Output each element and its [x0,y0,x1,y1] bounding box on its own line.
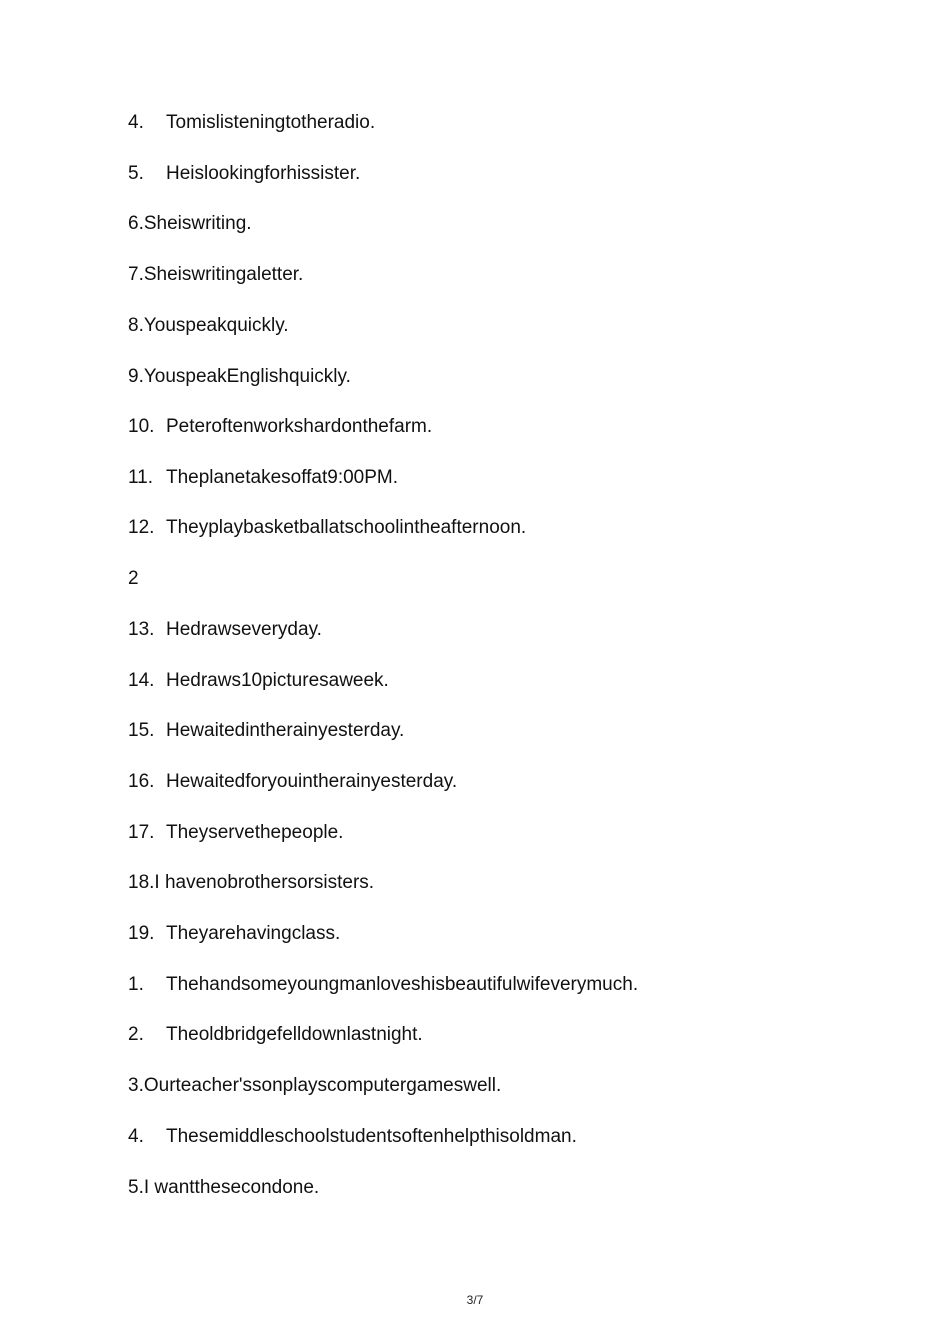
item-number: 18. [128,872,155,893]
item-text: Thesemiddleschoolstudentsoftenhelpthisoldman. [166,1126,577,1147]
item-number: 3. [128,1075,144,1096]
item-number: 6. [128,213,144,234]
item-number: 17. [128,822,155,843]
item-text: Theyplaybasketballatschoolintheafternoon. [166,517,527,538]
item-number: 14. [128,670,155,691]
list-item [128,821,343,845]
list-item [128,263,303,287]
item-text: Hedrawseveryday. [166,619,322,640]
list-item [128,618,322,642]
item-text: Theplanetakesoffat9:00PM. [166,467,399,488]
list-item [128,1023,423,1047]
item-number: 16. [128,771,155,792]
item-number: 4. [128,112,144,133]
list-item [128,162,360,186]
section-marker [128,567,139,591]
list-item [128,212,252,236]
item-number: 4. [128,1126,144,1147]
item-text: Ourteacher'ssonplayscomputergameswell. [143,1075,502,1096]
item-text: Theyservethepeople. [166,822,344,843]
item-text: Thehandsomeyoungmanloveshisbeautifulwifeverymuch. [166,974,639,995]
item-text: Hewaitedforyouintherainyesterday. [166,771,458,792]
item-text: Sheiswriting. [143,213,252,234]
item-text: 2 [128,568,139,589]
item-number: 5. [128,1177,144,1198]
list-item [128,415,432,439]
list-item [128,871,374,895]
list-item [128,516,526,540]
item-number: 11. [128,467,154,488]
list-item [128,669,389,693]
list-item [128,973,638,997]
item-number: 15. [128,720,155,741]
item-text: Tomislisteningtotheradio. [166,112,376,133]
item-number: 7. [128,264,144,285]
item-number: 19. [128,923,155,944]
item-number: 8. [128,315,144,336]
item-number: 1. [128,974,144,995]
item-number: 2. [128,1024,144,1045]
item-number: 5. [128,163,144,184]
item-text: YouspeakEnglishquickly. [143,366,351,387]
item-number: 13. [128,619,155,640]
item-text: Theoldbridgefelldownlastnight. [166,1024,423,1045]
item-number: 10. [128,416,155,437]
item-text: Hewaitedintherainyesterday. [166,720,405,741]
list-item [128,314,289,338]
item-text: Theyarehavingclass. [166,923,341,944]
item-number: 9. [128,366,144,387]
item-text: Hedraws10picturesaweek. [166,670,389,691]
page-number: 3/7 [466,1293,484,1307]
list-item [128,365,351,389]
list-item [128,922,340,946]
list-item [128,111,375,135]
item-text: I havenobrothersorsisters. [154,872,375,893]
list-item [128,466,398,490]
item-text: I wantthesecondone. [143,1177,320,1198]
item-text: Sheiswritingaletter. [143,264,304,285]
list-item [128,1074,501,1098]
list-item [128,1176,319,1200]
list-item [128,770,457,794]
list-item [128,1125,577,1149]
item-number: 12. [128,517,155,538]
item-text: Peteroftenworkshardonthefarm. [166,416,433,437]
item-text: Heislookingforhissister. [166,163,361,184]
list-item [128,719,404,743]
item-text: Youspeakquickly. [143,315,289,336]
